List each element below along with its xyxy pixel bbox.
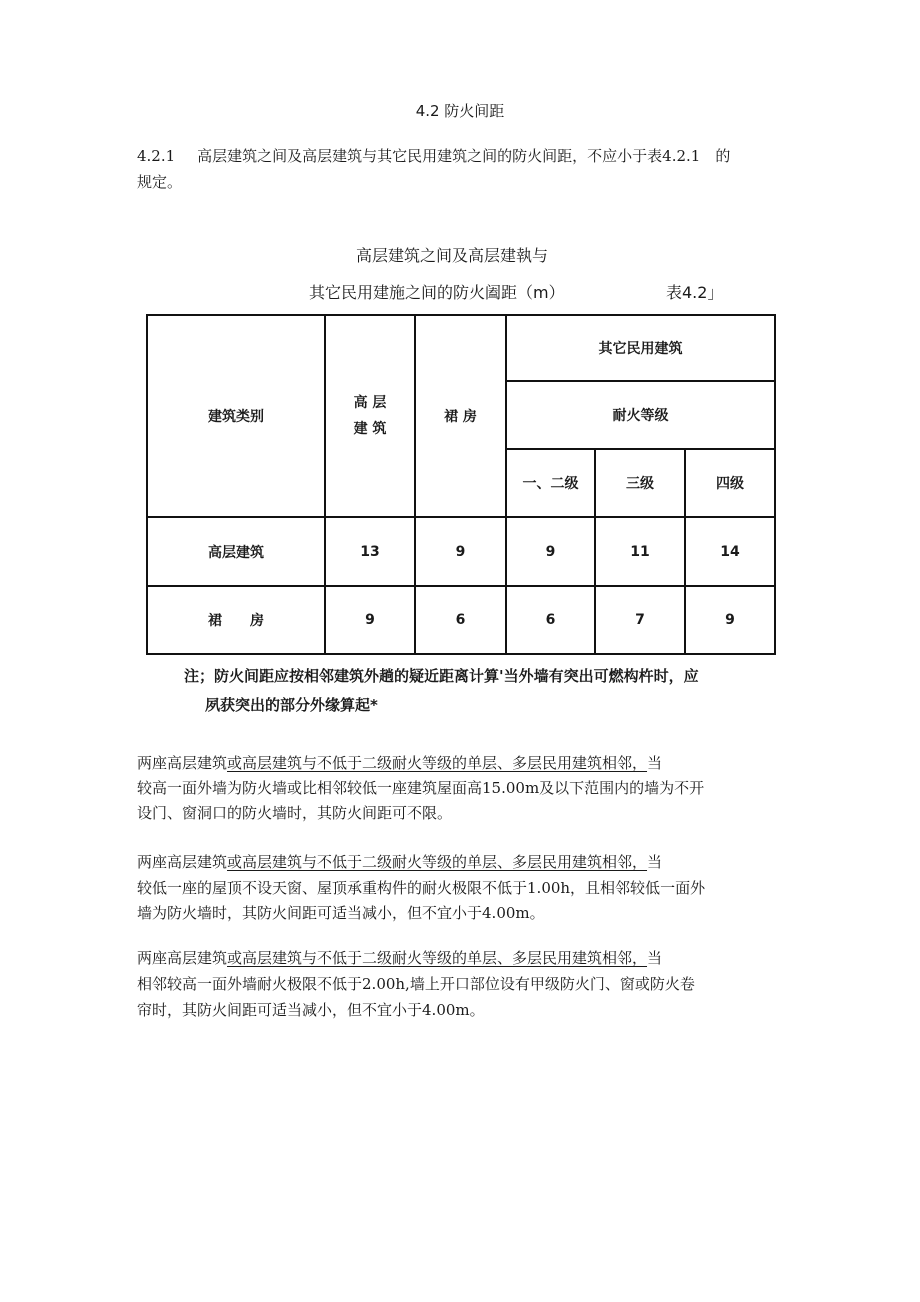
paragraph-tail: 当	[647, 949, 663, 967]
paragraph-lead: 两座高层建筑	[137, 754, 228, 772]
clause-text-line2: 规定。	[137, 173, 183, 191]
header-grade-3: 三级	[595, 449, 685, 517]
cell-value: 9	[415, 517, 506, 586]
cell-value: 9	[685, 586, 775, 654]
table-caption-line2: 其它民用建施之间的防火阖距（m）	[309, 283, 565, 302]
paragraph-1-line1	[137, 751, 662, 775]
paragraph-tail: 当	[647, 754, 663, 772]
paragraph-2-line3: 墙为防火墙时，其防火间距可适当减小，但不宜小于4.00m。	[137, 904, 545, 922]
paragraph-3-line2: 相邻较高一面外墙耐火极限不低于2.00h,墙上开口部位设有甲级防火门、窗或防火卷	[137, 975, 695, 993]
table-row	[147, 517, 775, 586]
row-label: 高层建筑	[147, 517, 325, 586]
cell-value: 13	[325, 517, 415, 586]
header-other-civil: 其它民用建筑	[506, 315, 775, 381]
clause-number: 4.2.1	[137, 147, 176, 165]
clause-4-2-1	[137, 144, 730, 168]
cell-value: 6	[415, 586, 506, 654]
cell-value: 9	[325, 586, 415, 654]
table-note-line2: 夙获突出的部分外缘算起*	[205, 696, 378, 714]
paragraph-underlined: 或高层建筑与不低于二级耐火等级的单层、多层民用建筑相邻，	[227, 853, 648, 871]
row-label: 裙 房	[147, 586, 325, 654]
paragraph-underlined: 或高层建筑与不低于二级耐火等级的单层、多层民用建筑相邻，	[227, 754, 648, 772]
cell-value: 6	[506, 586, 595, 654]
paragraph-3-line1	[137, 946, 662, 970]
header-podium: 裙 房	[415, 315, 506, 517]
section-title: 4.2 防火间距	[415, 102, 505, 120]
header-grade-4: 四级	[685, 449, 775, 517]
cell-value: 9	[506, 517, 595, 586]
paragraph-1-line2: 较高一面外墙为防火墙或比相邻较低一座建筑屋面高15.00m及以下范围内的墙为不开	[137, 779, 705, 797]
header-fire-rating: 耐火等级	[506, 381, 775, 449]
header-highrise-line1: 高 层	[353, 395, 387, 411]
clause-text-line1: 高层建筑之间及高层建筑与其它民用建筑之间的防火间距，不应小于表4.2.1 的	[197, 147, 731, 165]
header-grade-1-2: 一、二级	[506, 449, 595, 517]
table-caption-line1: 高层建筑之间及高层建執与	[356, 246, 549, 265]
table-note-line1: 注；防火间距应按相邻建筑外趟的疑近距离计算'当外墙有突出可燃构杵时，应	[184, 667, 699, 685]
paragraph-tail: 当	[647, 853, 663, 871]
table-number: 表4.2」	[666, 283, 724, 302]
cell-value: 14	[685, 517, 775, 586]
paragraph-lead: 两座高层建筑	[137, 949, 228, 967]
cell-value: 7	[595, 586, 685, 654]
paragraph-lead: 两座高层建筑	[137, 853, 228, 871]
paragraph-2-line1	[137, 850, 662, 874]
cell-value: 11	[595, 517, 685, 586]
header-highrise-line2: 建 筑	[353, 421, 387, 437]
table-row	[147, 586, 775, 654]
fire-distance-table	[146, 314, 776, 655]
paragraph-2-line2: 较低一座的屋顶不设天窗、屋顶承重构件的耐火极限不低于1.00h，且相邻较低一面外	[137, 879, 706, 897]
paragraph-1-line3: 设门、窗洞口的防火墙时，其防火间距可不限。	[137, 804, 453, 822]
paragraph-underlined: 或高层建筑与不低于二级耐火等级的单层、多层民用建筑相邻，	[227, 949, 648, 967]
header-building-category: 建筑类别	[147, 315, 325, 517]
paragraph-3-line3: 帘时，其防火间距可适当减小，但不宜小于4.00m。	[137, 1001, 485, 1019]
header-highrise	[325, 315, 415, 517]
